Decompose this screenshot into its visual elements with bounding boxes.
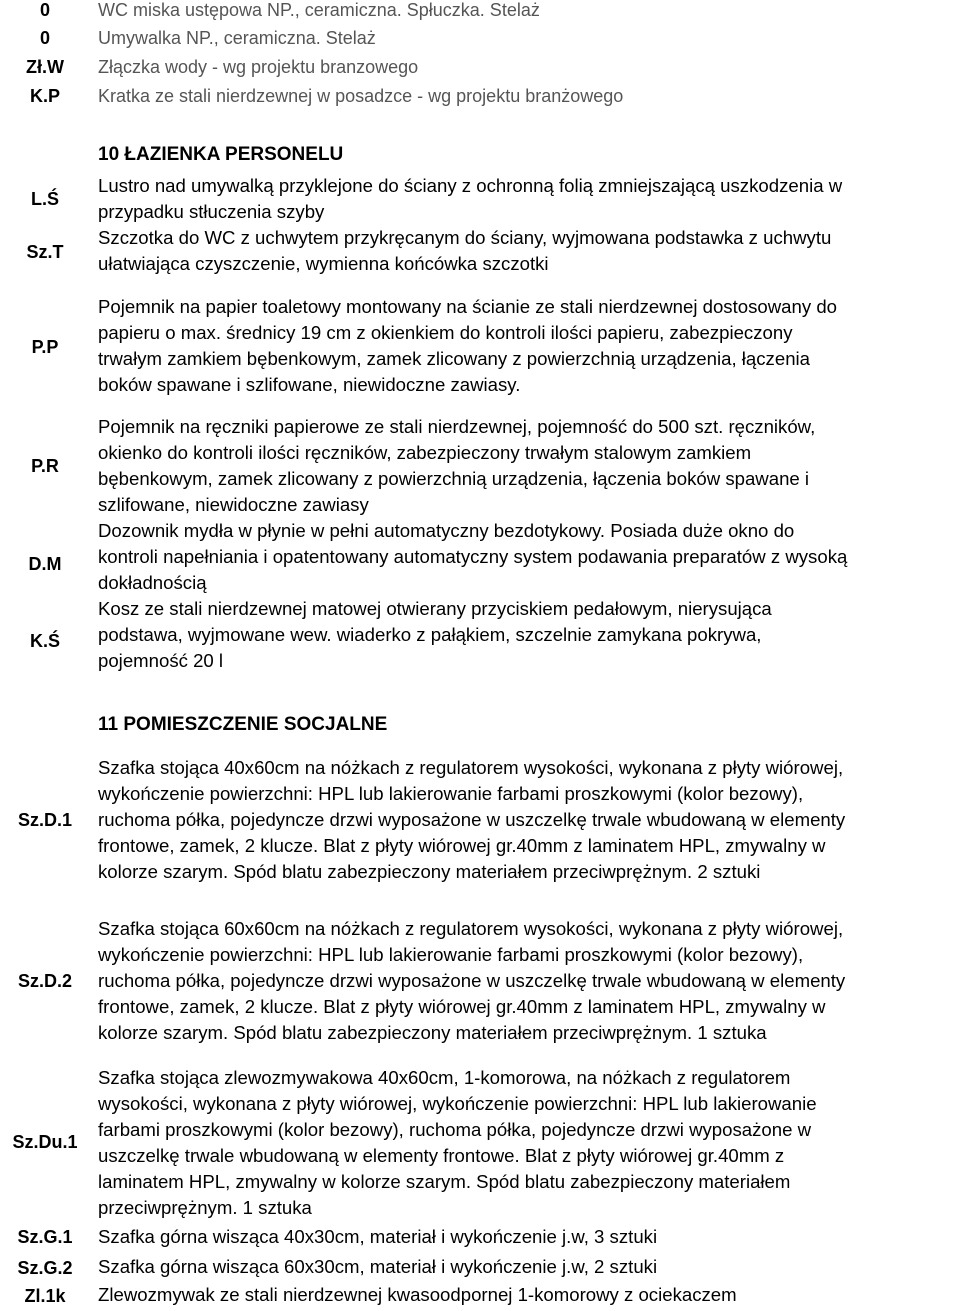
item-code: Sz.T bbox=[26, 242, 64, 262]
item-code: K.Ś bbox=[29, 631, 60, 651]
item-code: L.Ś bbox=[30, 189, 59, 209]
section-heading: 10 ŁAZIENKA PERSONELU bbox=[98, 144, 344, 165]
item-description: Szafka stojąca 40x60cm na nóżkach z regulatorem wysokości, wykonana z płyty wiórowej, wykończenie powierzchni: HPL lub lakierowanie farbami proszkowymi (kolor bezowy), ruchoma półka, pojedyncze drzwi wyposażone w uszczelkę trwale wbudowaną w elementy frontowe, zamek, 2 klucze. Blat z płyty wiórowej gr.40mm z laminatem HPL, zmywalny w kolorze szarym. Spód blatu zabezpieczony materiałem przeciwprężnym. 2 sztuki bbox=[98, 757, 846, 882]
item-description: Pojemnik na papier toaletowy montowany na ścianie ze stali nierdzewnej dostosowany do papieru o max. średnicy 19 cm z okienkiem do kontroli ilości papieru, zabezpieczony trwałym zamkiem bębenkowym, zamek zlicowany z powierzchnią urządzenia, łączenia boków spawane i szlifowane, niewidoczne zawiasy. bbox=[98, 296, 838, 395]
item-description: Zlewozmywak ze stali nierdzewnej kwasoodpornej 1-komorowy z ociekaczem bbox=[98, 1284, 737, 1305]
row-text: Umywalka NP., ceramiczna. Stelaż bbox=[98, 28, 376, 48]
item-code: D.M bbox=[28, 554, 62, 574]
item-code: Sz.Du.1 bbox=[12, 1132, 78, 1152]
item-description: Szafka stojąca 60x60cm na nóżkach z regulatorem wysokości, wykonana z płyty wiórowej, wykończenie powierzchni: HPL lub lakierowanie farbami proszkowymi (kolor bezowy), ruchoma półka, pojedyncze drzwi wyposażone w uszczelkę trwale wbudowaną w elementy frontowe, zamek, 2 klucze. Blat z płyty wiórowej gr.40mm z laminatem HPL, zmywalny w kolorze szarym. Spód blatu zabezpieczony materiałem przeciwprężnym. 1 sztuka bbox=[98, 918, 846, 1043]
row-code: Zł.W bbox=[26, 57, 64, 77]
section-heading: 11 POMIESZCZENIE SOCJALNE bbox=[98, 714, 388, 735]
row-text: Kratka ze stali nierdzewnej w posadzce - wg projektu branżowego bbox=[98, 86, 624, 106]
item-code: Sz.G.2 bbox=[17, 1258, 73, 1278]
row-code: 0 bbox=[39, 0, 50, 20]
item-code: Zl.1k bbox=[24, 1286, 66, 1306]
item-code: P.R bbox=[31, 456, 59, 476]
item-description: Szafka górna wisząca 60x30cm, materiał i wykończenie j.w, 2 sztuki bbox=[98, 1256, 658, 1277]
item-description: Szafka stojąca zlewozmywakowa 40x60cm, 1-komorowa, na nóżkach z regulatorem wysokości, wykonana z płyty wiórowej, wykończenie powierzchni: HPL lub lakierowanie farbami proszkowymi (kolor bezowy), ruchoma półka, pojedyncze drzwi wyposażone w uszczelkę trwale wbudowaną w elementy frontowe. Blat z płyty wiórowej gr.40mm z laminatem HPL, zmywalny w kolorze szarym. Spód blatu zabezpieczony materiałem przeciwprężnym. 1 sztuka bbox=[98, 1067, 817, 1218]
item-code: Sz.G.1 bbox=[17, 1227, 73, 1247]
item-code: Sz.D.2 bbox=[17, 971, 73, 991]
item-description: Szafka górna wisząca 40x30cm, materiał i wykończenie j.w, 3 sztuki bbox=[98, 1226, 658, 1247]
row-text: Złączka wody - wg projektu branzowego bbox=[98, 57, 419, 77]
item-code: Sz.D.1 bbox=[17, 810, 73, 830]
row-code: K.P bbox=[29, 86, 60, 106]
item-description: Pojemnik na ręczniki papierowe ze stali nierdzewnej, pojemność do 500 szt. ręczników, okienko do kontroli ilości ręczników, zabezpieczony trwałym stalowym zamkiem bębenkowym, zamek zlicowany z powierzchnią urządzenia, łączenia boków spawane i szlifowane, niewidoczne zawiasy Dozownik mydła w płynie w pełni automatyczny bezdotykowy. Posiada duże okno do kontroli napełniania i opatentowany automatyczny system podawania preparatów z wysoką dokładnością Kosz ze stali nierdzewnej matowej otwierany przyciskiem pedałowym, nierysująca podstawa, wyjmowane wew. wiaderko z pałąkiem, szczelnie zamykana pokrywa, pojemność 20 l bbox=[98, 416, 848, 671]
item-code: P.P bbox=[31, 337, 59, 357]
item-description: Lustro nad umywalką przyklejone do ściany z ochronną folią zmniejszającą uszkodzenia w przypadku stłuczenia szyby Szczotka do WC z uchwytem przykręcanym do ściany, wyjmowana podstawka z uchwytu ułatwiająca czyszczenie, wymienna końcówka szczotki bbox=[98, 175, 843, 274]
row-code: 0 bbox=[39, 28, 50, 48]
row-text: WC miska ustępowa NP., ceramiczna. Spłuczka. Stelaż bbox=[98, 0, 540, 20]
